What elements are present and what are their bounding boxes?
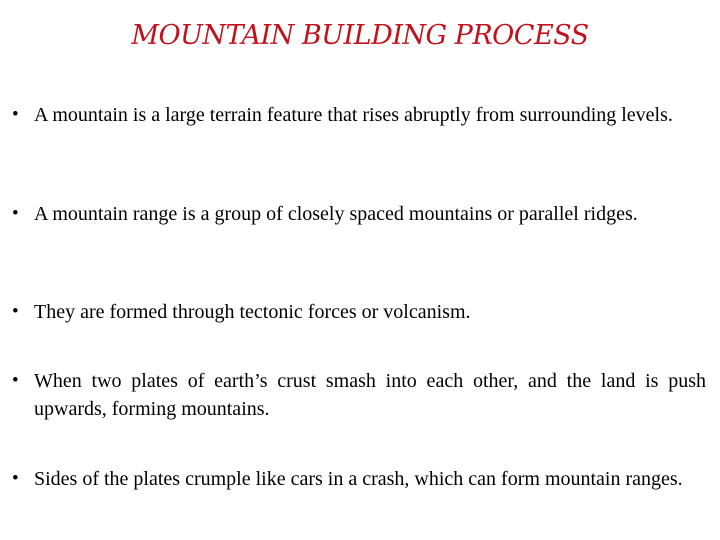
bullet-item bbox=[0, 367, 706, 423]
bullet-item bbox=[0, 298, 706, 326]
slide-title: MOUNTAIN BUILDING PROCESS bbox=[131, 20, 589, 51]
bullet-item bbox=[0, 465, 706, 493]
bullet-item bbox=[0, 200, 706, 228]
bullet-marker: • bbox=[12, 301, 19, 322]
bullet-marker: • bbox=[12, 370, 19, 391]
bullet-text: When two plates of earth’s crust smash into each other, and the land is push upwards, forming mountains. bbox=[34, 370, 706, 420]
bullet-marker: • bbox=[12, 203, 19, 224]
bullet-text: Sides of the plates crumple like cars in a crash, which can form mountain ranges. bbox=[34, 468, 683, 490]
bullet-text: They are formed through tectonic forces or volcanism. bbox=[34, 301, 471, 323]
bullet-item bbox=[0, 101, 706, 129]
bullet-marker: • bbox=[12, 104, 19, 125]
bullet-marker: • bbox=[12, 468, 19, 489]
bullet-text: A mountain range is a group of closely spaced mountains or parallel ridges. bbox=[34, 203, 638, 225]
bullet-text: A mountain is a large terrain feature that rises abruptly from surrounding levels. bbox=[34, 104, 673, 126]
